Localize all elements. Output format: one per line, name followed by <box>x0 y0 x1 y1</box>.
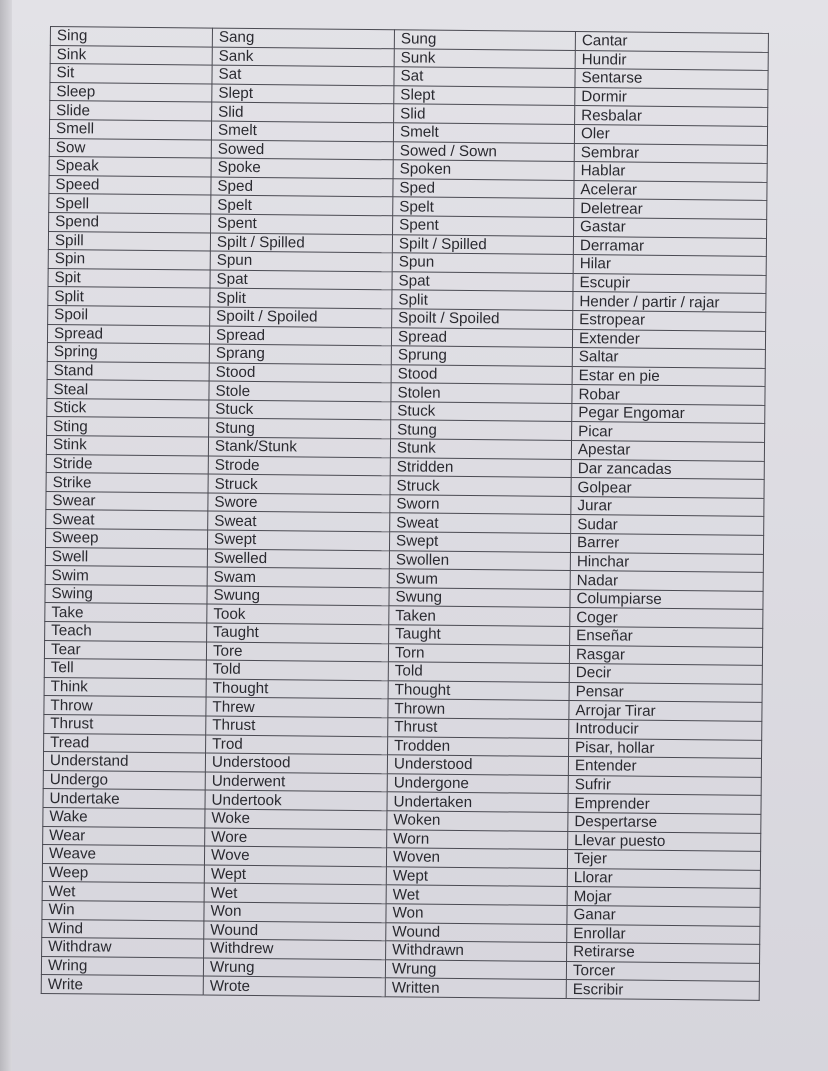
spanish-translation-cell: Sembrar <box>574 143 767 163</box>
past-simple-cell: Told <box>206 660 388 680</box>
past-participle-cell: Wound <box>386 922 567 942</box>
spanish-translation-cell: Robar <box>572 385 765 405</box>
past-participle-cell: Taken <box>389 606 570 626</box>
base-form-cell: Write <box>41 975 203 995</box>
past-participle-cell: Sprung <box>391 346 572 366</box>
base-form-cell: Wet <box>42 882 204 902</box>
spanish-translation-cell: Llevar puesto <box>568 831 761 851</box>
past-simple-cell: Spoilt / Spoiled <box>210 307 392 327</box>
past-simple-cell: Spoke <box>211 158 393 178</box>
base-form-cell: Weave <box>42 845 204 865</box>
past-simple-cell: Split <box>210 288 392 308</box>
spanish-translation-cell: Introducir <box>569 719 762 739</box>
spanish-translation-cell: Tejer <box>567 850 760 870</box>
spanish-translation-cell: Estropear <box>573 310 766 330</box>
base-form-cell: Strike <box>46 473 208 493</box>
spanish-translation-cell: Pensar <box>569 682 762 702</box>
base-form-cell: Sink <box>50 45 212 65</box>
past-participle-cell: Stunk <box>390 439 571 459</box>
spanish-translation-cell: Gastar <box>574 217 767 237</box>
past-simple-cell: Wound <box>204 921 386 941</box>
past-participle-cell: Slid <box>394 104 575 124</box>
spanish-translation-cell: Coger <box>570 608 763 628</box>
past-participle-cell: Spread <box>391 327 572 347</box>
spanish-translation-cell: Rasgar <box>569 645 762 665</box>
past-simple-cell: Spread <box>209 326 391 346</box>
spanish-translation-cell: Golpear <box>571 478 764 498</box>
past-simple-cell: Swelled <box>207 549 389 569</box>
base-form-cell: Smell <box>49 119 211 139</box>
past-simple-cell: Won <box>204 902 386 922</box>
past-participle-cell: Spat <box>392 272 573 292</box>
spanish-translation-cell: Escribir <box>566 980 759 1000</box>
past-participle-cell: Understood <box>387 755 568 775</box>
past-participle-cell: Sung <box>394 30 575 50</box>
past-simple-cell: Thought <box>206 679 388 699</box>
past-participle-cell: Undertaken <box>387 792 568 812</box>
past-participle-cell: Spoken <box>393 160 574 180</box>
past-simple-cell: Spelt <box>211 195 393 215</box>
past-participle-cell: Split <box>392 290 573 310</box>
past-participle-cell: Sped <box>393 179 574 199</box>
spanish-translation-cell: Llorar <box>567 868 760 888</box>
past-simple-cell: Sweat <box>208 511 390 531</box>
past-simple-cell: Took <box>207 604 389 624</box>
past-simple-cell: Taught <box>207 623 389 643</box>
past-participle-cell: Thrust <box>388 718 569 738</box>
spanish-translation-cell: Cantar <box>575 32 768 52</box>
past-simple-cell: Sped <box>211 177 393 197</box>
past-simple-cell: Stole <box>209 381 391 401</box>
past-participle-cell: Told <box>388 662 569 682</box>
spanish-translation-cell: Extender <box>572 329 765 349</box>
page-edge-shadow <box>0 0 12 1071</box>
spanish-translation-cell: Hender / partir / rajar <box>573 292 766 312</box>
past-participle-cell: Thrown <box>388 699 569 719</box>
base-form-cell: Wake <box>43 807 205 827</box>
base-form-cell: Sweat <box>46 510 208 530</box>
past-simple-cell: Thrust <box>206 716 388 736</box>
past-participle-cell: Swung <box>389 588 570 608</box>
spanish-translation-cell: Picar <box>572 422 765 442</box>
past-simple-cell: Wrung <box>203 958 385 978</box>
base-form-cell: Take <box>45 603 207 623</box>
past-simple-cell: Withdrew <box>204 939 386 959</box>
past-participle-cell: Torn <box>388 643 569 663</box>
base-form-cell: Undertake <box>43 789 205 809</box>
past-participle-cell: Slept <box>394 86 575 106</box>
base-form-cell: Stride <box>46 454 208 474</box>
base-form-cell: Wring <box>41 956 203 976</box>
past-simple-cell: Spent <box>211 214 393 234</box>
spanish-translation-cell: Dormir <box>575 87 768 107</box>
past-participle-cell: Spelt <box>393 197 574 217</box>
spanish-translation-cell: Saltar <box>572 348 765 368</box>
base-form-cell: Split <box>48 287 210 307</box>
past-simple-cell: Wore <box>205 828 387 848</box>
spanish-translation-cell: Sufrir <box>568 775 761 795</box>
base-form-cell: Sit <box>50 64 212 84</box>
past-simple-cell: Slid <box>212 102 394 122</box>
past-simple-cell: Slept <box>212 84 394 104</box>
spanish-translation-cell: Despertarse <box>568 812 761 832</box>
past-simple-cell: Spun <box>210 251 392 271</box>
past-participle-cell: Spent <box>393 216 574 236</box>
spanish-translation-cell: Deletrear <box>574 199 767 219</box>
base-form-cell: Spell <box>49 194 211 214</box>
past-participle-cell: Sweat <box>390 513 571 533</box>
past-participle-cell: Struck <box>390 476 571 496</box>
irregular-verbs-table <box>41 26 769 1001</box>
base-form-cell: Swim <box>45 566 207 586</box>
past-participle-cell: Withdrawn <box>386 941 567 961</box>
spanish-translation-cell: Hilar <box>573 255 766 275</box>
spanish-translation-cell: Escupir <box>573 273 766 293</box>
past-simple-cell: Smelt <box>211 121 393 141</box>
past-simple-cell: Wet <box>204 883 386 903</box>
past-participle-cell: Trodden <box>388 736 569 756</box>
base-form-cell: Swing <box>45 584 207 604</box>
spanish-translation-cell: Entender <box>568 757 761 777</box>
base-form-cell: Understand <box>43 752 205 772</box>
past-participle-cell: Wrung <box>385 959 566 979</box>
base-form-cell: Stand <box>47 361 209 381</box>
past-participle-cell: Sowed / Sown <box>393 141 574 161</box>
past-participle-cell: Stolen <box>391 383 572 403</box>
spanish-translation-cell: Resbalar <box>575 106 768 126</box>
base-form-cell: Sting <box>47 417 209 437</box>
past-participle-cell: Undergone <box>387 774 568 794</box>
base-form-cell: Tread <box>44 733 206 753</box>
base-form-cell: Wind <box>42 919 204 939</box>
past-participle-cell: Smelt <box>393 123 574 143</box>
past-simple-cell: Sowed <box>211 140 393 160</box>
base-form-cell: Sing <box>50 27 212 47</box>
past-participle-cell: Wet <box>386 885 567 905</box>
base-form-cell: Spread <box>47 324 209 344</box>
past-simple-cell: Threw <box>206 697 388 717</box>
base-form-cell: Swell <box>45 547 207 567</box>
spanish-translation-cell: Ganar <box>567 905 760 925</box>
spanish-translation-cell: Derramar <box>573 236 766 256</box>
past-simple-cell: Strode <box>208 456 390 476</box>
base-form-cell: Speed <box>49 175 211 195</box>
past-simple-cell: Spat <box>210 270 392 290</box>
base-form-cell: Tell <box>44 659 206 679</box>
base-form-cell: Stick <box>47 398 209 418</box>
base-form-cell: Spin <box>48 250 210 270</box>
past-participle-cell: Worn <box>387 829 568 849</box>
past-participle-cell: Swollen <box>389 550 570 570</box>
past-simple-cell: Stood <box>209 363 391 383</box>
base-form-cell: Spoil <box>48 305 210 325</box>
spanish-translation-cell: Jurar <box>571 496 764 516</box>
base-form-cell: Sweep <box>45 529 207 549</box>
spanish-translation-cell: Pegar Engomar <box>572 403 765 423</box>
spanish-translation-cell: Acelerar <box>574 180 767 200</box>
past-simple-cell: Wrote <box>203 976 385 996</box>
past-simple-cell: Swept <box>207 530 389 550</box>
past-simple-cell: Sat <box>212 65 394 85</box>
past-simple-cell: Wove <box>204 846 386 866</box>
spanish-translation-cell: Dar zancadas <box>571 459 764 479</box>
base-form-cell: Spring <box>47 343 209 363</box>
past-simple-cell: Sang <box>212 28 394 48</box>
past-participle-cell: Stuck <box>391 402 572 422</box>
spanish-translation-cell: Oler <box>574 125 767 145</box>
past-simple-cell: Spilt / Spilled <box>210 233 392 253</box>
spanish-translation-cell: Columpiarse <box>570 589 763 609</box>
base-form-cell: Spit <box>48 268 210 288</box>
past-participle-cell: Won <box>386 904 567 924</box>
past-simple-cell: Sprang <box>209 344 391 364</box>
past-simple-cell: Underwent <box>205 772 387 792</box>
spanish-translation-cell: Hablar <box>574 162 767 182</box>
past-simple-cell: Stuck <box>209 400 391 420</box>
past-participle-cell: Wept <box>386 866 567 886</box>
spanish-translation-cell: Sudar <box>571 515 764 535</box>
base-form-cell: Weep <box>42 863 204 883</box>
past-simple-cell: Understood <box>205 753 387 773</box>
past-participle-cell: Sunk <box>394 48 575 68</box>
base-form-cell: Stink <box>46 436 208 456</box>
spanish-translation-cell: Sentarse <box>575 69 768 89</box>
base-form-cell: Spend <box>49 212 211 232</box>
past-participle-cell: Taught <box>389 625 570 645</box>
spanish-translation-cell: Apestar <box>571 441 764 461</box>
past-participle-cell: Sat <box>394 67 575 87</box>
spanish-translation-cell: Emprender <box>568 794 761 814</box>
spanish-translation-cell: Enseñar <box>570 627 763 647</box>
spanish-translation-cell: Hinchar <box>570 552 763 572</box>
spanish-translation-cell: Torcer <box>566 961 759 981</box>
spanish-translation-cell: Mojar <box>567 887 760 907</box>
past-participle-cell: Stood <box>391 364 572 384</box>
spanish-translation-cell: Nadar <box>570 571 763 591</box>
past-participle-cell: Stung <box>391 420 572 440</box>
spanish-translation-cell: Enrollar <box>567 924 760 944</box>
past-simple-cell: Swore <box>208 493 390 513</box>
base-form-cell: Win <box>42 900 204 920</box>
base-form-cell: Think <box>44 677 206 697</box>
past-participle-cell: Written <box>385 978 566 998</box>
spanish-translation-cell: Hundir <box>575 50 768 70</box>
base-form-cell: Teach <box>45 621 207 641</box>
base-form-cell: Tear <box>44 640 206 660</box>
base-form-cell: Withdraw <box>42 938 204 958</box>
past-simple-cell: Undertook <box>205 790 387 810</box>
past-participle-cell: Stridden <box>390 457 571 477</box>
spanish-translation-cell: Estar en pie <box>572 366 765 386</box>
base-form-cell: Wear <box>43 826 205 846</box>
past-simple-cell: Struck <box>208 474 390 494</box>
spanish-translation-cell: Decir <box>569 664 762 684</box>
past-participle-cell: Woven <box>386 848 567 868</box>
base-form-cell: Undergo <box>43 770 205 790</box>
past-participle-cell: Thought <box>388 681 569 701</box>
past-simple-cell: Swam <box>207 567 389 587</box>
past-simple-cell: Stank/Stunk <box>208 437 390 457</box>
past-participle-cell: Woken <box>387 811 568 831</box>
past-participle-cell: Spun <box>392 253 573 273</box>
past-simple-cell: Stung <box>209 419 391 439</box>
base-form-cell: Swear <box>46 491 208 511</box>
base-form-cell: Speak <box>49 157 211 177</box>
past-simple-cell: Woke <box>205 809 387 829</box>
spanish-translation-cell: Barrer <box>570 534 763 554</box>
past-simple-cell: Sank <box>212 47 394 67</box>
past-participle-cell: Swept <box>389 532 570 552</box>
past-simple-cell: Trod <box>206 735 388 755</box>
past-simple-cell: Tore <box>206 642 388 662</box>
base-form-cell: Slide <box>50 101 212 121</box>
base-form-cell: Spill <box>48 231 210 251</box>
past-simple-cell: Wept <box>204 865 386 885</box>
base-form-cell: Throw <box>44 696 206 716</box>
past-participle-cell: Spoilt / Spoiled <box>392 309 573 329</box>
base-form-cell: Sleep <box>50 82 212 102</box>
base-form-cell: Sow <box>49 138 211 158</box>
spanish-translation-cell: Pisar, hollar <box>569 738 762 758</box>
spanish-translation-cell: Retirarse <box>567 943 760 963</box>
past-participle-cell: Spilt / Spilled <box>392 234 573 254</box>
verb-table-body <box>41 27 768 1001</box>
base-form-cell: Thrust <box>44 714 206 734</box>
past-participle-cell: Swum <box>389 569 570 589</box>
past-simple-cell: Swung <box>207 586 389 606</box>
spanish-translation-cell: Arrojar Tirar <box>569 701 762 721</box>
past-participle-cell: Sworn <box>390 495 571 515</box>
base-form-cell: Steal <box>47 380 209 400</box>
